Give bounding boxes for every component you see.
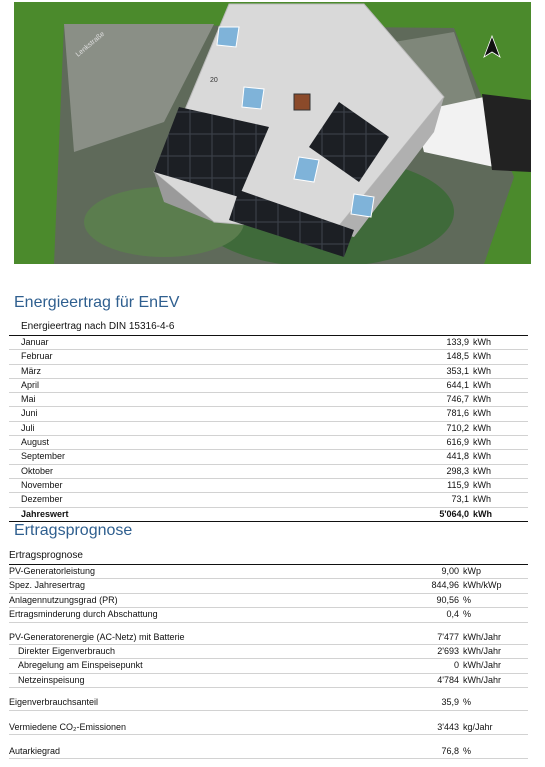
row-unit: kWh bbox=[473, 351, 491, 362]
chimney bbox=[294, 94, 310, 110]
section-title-ertragsprognose: Ertragsprognose bbox=[14, 522, 133, 539]
table-row bbox=[9, 393, 528, 407]
row-label: Juni bbox=[21, 408, 38, 419]
table-title: Ertragsprognose bbox=[9, 549, 528, 565]
row-spacer bbox=[9, 623, 528, 631]
row-label: April bbox=[21, 379, 40, 390]
row-value: 781,6 bbox=[446, 408, 469, 419]
row-value: 115,9 bbox=[447, 479, 469, 490]
table-row bbox=[9, 350, 528, 364]
row-value: 7'477 bbox=[437, 631, 459, 642]
row-label: Jahreswert bbox=[21, 508, 69, 519]
row-label: PV-Generatorleistung bbox=[9, 566, 96, 576]
total-row bbox=[9, 508, 528, 522]
row-value: 746,7 bbox=[446, 394, 469, 405]
table-row bbox=[9, 721, 528, 735]
row-label: Ertragsminderung durch Abschattung bbox=[9, 609, 158, 620]
table-row bbox=[9, 645, 528, 659]
row-label: Eigenverbrauchsanteil bbox=[9, 697, 99, 708]
ertragsprognose-table bbox=[9, 549, 528, 759]
row-unit: kWh/Jahr bbox=[463, 674, 502, 685]
row-unit: kWh bbox=[473, 465, 491, 476]
skylight bbox=[217, 27, 239, 47]
row-unit: kWh bbox=[473, 379, 491, 390]
row-value: 90,56 bbox=[436, 594, 459, 605]
row-label: Oktober bbox=[21, 465, 54, 476]
row-value: 710,2 bbox=[446, 422, 469, 433]
row-label: Autarkiegrad bbox=[9, 745, 61, 756]
row-unit: kWh bbox=[473, 508, 492, 519]
row-spacer bbox=[9, 711, 528, 721]
row-unit: kWh/Jahr bbox=[463, 631, 502, 642]
table-row bbox=[9, 465, 528, 479]
row-value: 35,9 bbox=[441, 697, 459, 708]
skylight bbox=[294, 157, 319, 182]
table-row bbox=[9, 745, 528, 759]
energieertrag-table bbox=[9, 320, 528, 522]
row-label: Dezember bbox=[21, 494, 63, 505]
row-label: Direkter Eigenverbrauch bbox=[18, 645, 116, 656]
table-row bbox=[9, 493, 528, 507]
row-value: 73,1 bbox=[451, 494, 469, 505]
row-label: Mai bbox=[21, 394, 36, 405]
row-unit: kWh bbox=[473, 451, 491, 462]
row-value: 133,9 bbox=[446, 337, 469, 347]
row-label: Vermiedene CO₂-Emissionen bbox=[9, 721, 127, 732]
row-label: Netzeinspeisung bbox=[18, 674, 85, 685]
row-unit: kWh bbox=[473, 422, 491, 433]
row-unit: kWh/Jahr bbox=[463, 660, 502, 671]
row-unit: % bbox=[463, 609, 472, 620]
row-unit: kWh/Jahr bbox=[463, 645, 502, 656]
table-title: Energieertrag nach DIN 15316-4-6 bbox=[9, 320, 528, 336]
row-value: 616,9 bbox=[446, 437, 469, 448]
table-row bbox=[9, 608, 528, 622]
row-value: 3'443 bbox=[437, 721, 459, 732]
row-unit: kWh bbox=[473, 437, 491, 448]
row-value: 441,8 bbox=[446, 451, 469, 462]
row-value: 844,96 bbox=[431, 580, 459, 591]
row-value: 0 bbox=[453, 660, 459, 671]
row-unit: kWh/kWp bbox=[463, 580, 502, 591]
row-unit: % bbox=[463, 745, 472, 756]
section-title-energieertrag: Energieertrag für EnEV bbox=[14, 294, 180, 311]
table-row bbox=[9, 565, 528, 579]
row-value: 76,8 bbox=[441, 745, 459, 756]
table-row bbox=[9, 659, 528, 673]
row-label: Februar bbox=[21, 351, 53, 362]
row-label: PV-Generatorenergie (AC-Netz) mit Batterie bbox=[9, 631, 185, 642]
row-unit: % bbox=[463, 594, 472, 605]
street-label: Lenkstraße bbox=[74, 30, 107, 59]
row-unit: kWh bbox=[473, 479, 491, 490]
row-unit: % bbox=[463, 697, 472, 708]
table-row bbox=[9, 479, 528, 493]
row-unit: kWp bbox=[463, 566, 481, 576]
row-unit: kWh bbox=[473, 365, 491, 376]
table-row bbox=[9, 336, 528, 350]
row-unit: kWh bbox=[473, 337, 491, 347]
row-label: Abregelung am Einspeisepunkt bbox=[18, 660, 143, 671]
table-row bbox=[9, 422, 528, 436]
row-label: Juli bbox=[21, 422, 35, 433]
table-row bbox=[9, 450, 528, 464]
row-value: 9,00 bbox=[441, 566, 459, 576]
row-label: März bbox=[21, 365, 41, 376]
row-value: 644,1 bbox=[446, 379, 469, 390]
skylight bbox=[242, 87, 264, 109]
row-unit: kWh bbox=[473, 494, 491, 505]
table-row bbox=[9, 407, 528, 421]
table-row bbox=[9, 579, 528, 593]
table-row bbox=[9, 594, 528, 608]
row-label: September bbox=[21, 451, 66, 462]
row-value: 5'064,0 bbox=[439, 508, 469, 519]
row-label: Spez. Jahresertrag bbox=[9, 580, 86, 591]
row-value: 148,5 bbox=[446, 351, 469, 362]
row-spacer bbox=[9, 688, 528, 696]
row-label: Januar bbox=[21, 337, 49, 347]
row-value: 0,4 bbox=[446, 609, 459, 620]
row-spacer bbox=[9, 735, 528, 745]
table-row bbox=[9, 436, 528, 450]
row-value: 4'784 bbox=[437, 674, 459, 685]
row-value: 353,1 bbox=[446, 365, 469, 376]
table-row bbox=[9, 674, 528, 688]
table-row bbox=[9, 379, 528, 393]
row-unit: kWh bbox=[473, 408, 491, 419]
row-unit: kWh bbox=[473, 394, 491, 405]
row-label: August bbox=[21, 437, 50, 448]
aerial-roof-view bbox=[14, 2, 531, 264]
row-label: November bbox=[21, 479, 63, 490]
skylight bbox=[351, 194, 374, 217]
table-row bbox=[9, 365, 528, 379]
row-label: Anlagennutzungsgrad (PR) bbox=[9, 594, 118, 605]
row-value: 2'693 bbox=[437, 645, 459, 656]
row-value: 298,3 bbox=[446, 465, 469, 476]
row-unit: kg/Jahr bbox=[463, 721, 493, 732]
house-number: 20 bbox=[210, 77, 218, 84]
table-row bbox=[9, 696, 528, 710]
table-row bbox=[9, 631, 528, 645]
